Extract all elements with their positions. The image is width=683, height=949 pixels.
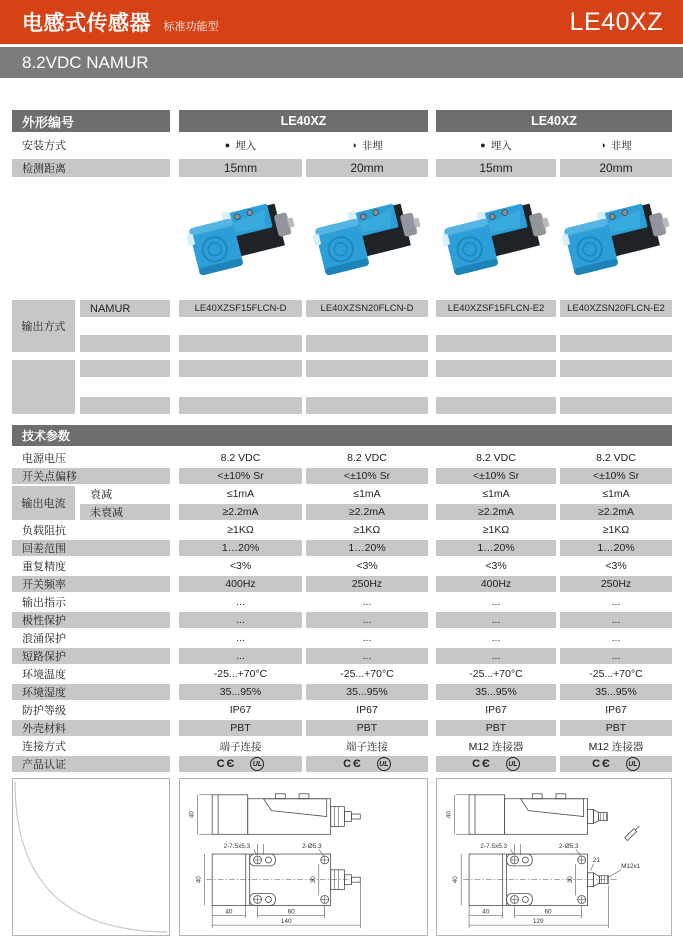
param-value: -25...+70°C: [469, 668, 523, 680]
param-value: ≥1KΩ: [227, 524, 254, 536]
page-subtitle: 标准功能型: [163, 21, 219, 33]
svg-text:30: 30: [566, 876, 574, 884]
distance-value: 20mm: [306, 159, 428, 177]
svg-text:40: 40: [195, 876, 203, 884]
param-value: ...: [362, 632, 372, 644]
param-value: ...: [560, 648, 672, 664]
empty-cell: [179, 335, 302, 352]
output-mode-block: [12, 299, 672, 353]
corner-decoration-box: [12, 778, 170, 936]
param-value: 400Hz: [436, 576, 556, 592]
param-value: ≤1mA: [353, 488, 381, 500]
output-mode-label: 输出方式: [12, 300, 75, 352]
param-value: 35...95%: [179, 684, 302, 700]
param-label: 回差范围: [12, 540, 170, 556]
param-value: -25...+70°C: [340, 668, 394, 680]
product-photo-cell: [179, 178, 302, 296]
empty-cell: [179, 397, 302, 414]
mounting-value: [560, 133, 672, 157]
svg-text:60: 60: [287, 908, 295, 916]
distance-value: 15mm: [179, 159, 302, 177]
param-value: 35...95%: [436, 684, 556, 700]
svg-text:M12x1: M12x1: [621, 862, 641, 870]
page-header: [0, 0, 683, 44]
param-value: ≥1KΩ: [482, 524, 510, 536]
mounting-value: [179, 133, 302, 157]
param-value: ...: [179, 648, 302, 664]
svg-text:40: 40: [482, 908, 490, 916]
flush-icon: ●: [480, 140, 486, 150]
param-value: 1…20%: [560, 540, 672, 556]
param-value: ≥1KΩ: [353, 524, 381, 536]
mounting-value: [306, 133, 428, 157]
non-flush-icon: ◑: [351, 140, 357, 150]
param-value: ≥2.2mA: [306, 504, 428, 520]
param-label: 外壳材料: [12, 720, 170, 736]
output-type-label: NAMUR: [80, 300, 170, 317]
param-value: PBT: [306, 720, 428, 736]
param-value: ≥1KΩ: [602, 524, 630, 536]
drawing-row: [12, 778, 672, 936]
param-value: PBT: [436, 720, 556, 736]
model-number: LE40XZSF15FLCN-E2: [436, 300, 556, 317]
corner-curve: [13, 779, 169, 935]
param-value: IP67: [229, 704, 252, 716]
dimension-drawing-terminal: [179, 778, 428, 936]
param-value: <3%: [605, 560, 627, 572]
empty-cell: [560, 335, 672, 352]
mounting-text: 埋入: [490, 139, 512, 152]
empty-cell: [560, 360, 672, 377]
param-label: 开关点偏移: [12, 468, 170, 484]
series-bar: [0, 47, 683, 78]
svg-text:40: 40: [225, 908, 233, 916]
svg-text:2-7.5x5.3: 2-7.5x5.3: [480, 843, 508, 851]
param-label: 重复精度: [22, 561, 66, 573]
param-value: 端子连接: [346, 740, 388, 753]
param-value: <3%: [356, 560, 378, 572]
group-header-2: LE40XZ: [436, 110, 672, 132]
empty-cell: [80, 360, 170, 377]
param-value: 8.2 VDC: [596, 452, 636, 464]
param-label: 极性保护: [12, 612, 170, 628]
param-label: 产品认证: [12, 756, 170, 772]
param-label: 开关频率: [12, 576, 170, 592]
empty-label-cell: [12, 360, 75, 414]
param-value: ...: [436, 648, 556, 664]
tech-section-header: 技术参数: [12, 425, 672, 446]
empty-cell: [80, 335, 170, 352]
param-value: ...: [236, 596, 245, 608]
model-number: LE40XZSN20FLCN-E2: [560, 300, 672, 317]
title-group: [22, 7, 218, 37]
model-number: LE40XZSN20FLCN-D: [306, 300, 428, 317]
param-label: 输出指示: [22, 597, 66, 609]
param-label: 电源电压: [22, 453, 66, 465]
param-value: 8.2 VDC: [347, 452, 387, 464]
param-value: 250Hz: [560, 576, 672, 592]
distance-value: 20mm: [560, 159, 672, 177]
empty-cell: [436, 335, 556, 352]
empty-cell: [306, 397, 428, 414]
param-value: IP67: [356, 704, 378, 716]
param-value: <±10% Sr: [436, 468, 556, 484]
product-photo-cell: [560, 178, 672, 296]
param-value: ≤1mA: [482, 488, 510, 500]
content: [0, 110, 683, 936]
param-value: <±10% Sr: [306, 468, 428, 484]
flush-icon: ●: [224, 140, 231, 150]
param-label: 环境湿度: [12, 684, 170, 700]
ce-icon: CЄ: [472, 758, 492, 770]
empty-cell: [179, 360, 302, 377]
svg-text:2-Ø5.3: 2-Ø5.3: [559, 843, 579, 851]
sensor-photo: [311, 182, 423, 292]
param-value: ...: [560, 612, 672, 628]
param-value: 1…20%: [436, 540, 556, 556]
param-value: IP67: [605, 704, 627, 716]
param-value: ...: [362, 596, 372, 608]
svg-text:129: 129: [532, 918, 544, 926]
param-label: 负载阻抗: [22, 525, 66, 537]
sensor-photo: [185, 182, 297, 292]
param-value: <±10% Sr: [179, 468, 302, 484]
tech-table: [12, 449, 672, 773]
param-value: ≥2.2mA: [560, 504, 672, 520]
param-value: PBT: [560, 720, 672, 736]
param-value: ≥2.2mA: [179, 504, 302, 520]
ul-icon: UL: [377, 757, 391, 771]
svg-text:2-Ø5.3: 2-Ø5.3: [302, 843, 322, 851]
param-value: 35...95%: [560, 684, 672, 700]
svg-text:2-7.5x5.3: 2-7.5x5.3: [223, 843, 251, 851]
cert-cell: [560, 756, 672, 772]
svg-text:40: 40: [452, 876, 460, 884]
param-value: ≤1mA: [226, 488, 255, 500]
param-value: ...: [611, 596, 621, 608]
param-value: ≥2.2mA: [436, 504, 556, 520]
svg-text:40: 40: [188, 810, 196, 819]
empty-cell: [560, 397, 672, 414]
param-value: PBT: [179, 720, 302, 736]
param-value: IP67: [485, 704, 507, 716]
cert-cell: [179, 756, 302, 772]
param-sublabel: 未衰减: [80, 504, 170, 520]
svg-text:40: 40: [445, 810, 453, 819]
param-value: M12 连接器: [588, 740, 644, 753]
svg-text:140: 140: [280, 918, 292, 926]
series-label: 8.2VDC NAMUR: [22, 52, 149, 72]
param-label: 输出电流: [12, 486, 75, 520]
distance-label: 检测距离: [12, 159, 170, 177]
distance-value: 15mm: [436, 159, 556, 177]
ul-icon: UL: [250, 757, 264, 771]
mounting-text: 非埋: [610, 139, 632, 152]
param-value: ...: [236, 632, 245, 644]
screw-icon: [625, 825, 641, 841]
empty-cell: [306, 360, 428, 377]
non-flush-icon: ◑: [600, 140, 606, 150]
svg-text:30: 30: [309, 876, 317, 884]
dimension-drawing-m12: [436, 778, 672, 936]
ce-icon: CЄ: [592, 758, 612, 770]
param-value: <3%: [229, 560, 252, 572]
ul-icon: UL: [506, 757, 520, 771]
param-value: M12 连接器: [468, 740, 524, 753]
cert-cell: [436, 756, 556, 772]
param-value: ...: [306, 612, 428, 628]
mounting-text: 非埋: [361, 139, 383, 152]
param-label: 短路保护: [12, 648, 170, 664]
ce-icon: CЄ: [343, 758, 363, 770]
param-value: -25...+70°C: [589, 668, 643, 680]
param-value: ≤1mA: [602, 488, 630, 500]
group-header-1: LE40XZ: [179, 110, 428, 132]
page-title: 电感式传感器: [22, 12, 151, 35]
shape-header-label: 外形编号: [12, 110, 170, 132]
model-number: LE40XZSF15FLCN-D: [179, 300, 302, 317]
svg-text:60: 60: [544, 908, 552, 916]
mounting-label: 安装方式: [22, 140, 66, 152]
param-value: -25...+70°C: [213, 668, 268, 680]
product-photo-cell: [436, 178, 556, 296]
mounting-text: 埋入: [235, 139, 257, 152]
param-value: ...: [611, 632, 621, 644]
mounting-value: [436, 133, 556, 157]
sensor-photo: [440, 182, 552, 292]
param-value: 1…20%: [306, 540, 428, 556]
param-value: ...: [491, 596, 501, 608]
param-value: ...: [491, 632, 501, 644]
ul-icon: UL: [626, 757, 640, 771]
empty-cell: [80, 397, 170, 414]
param-value: 8.2 VDC: [220, 452, 261, 464]
param-label: 连接方式: [22, 741, 66, 753]
param-value: 1…20%: [179, 540, 302, 556]
param-value: <±10% Sr: [560, 468, 672, 484]
param-value: 端子连接: [219, 740, 262, 753]
empty-cell: [436, 360, 556, 377]
output-mode-block-2: [12, 359, 672, 415]
param-sublabel: 衰减: [90, 489, 112, 501]
param-value: ...: [436, 612, 556, 628]
svg-text:21: 21: [592, 856, 601, 864]
model-code: LE40XZ: [569, 7, 663, 36]
param-label: 防护等级: [22, 705, 66, 717]
empty-cell: [436, 397, 556, 414]
param-value: 400Hz: [179, 576, 302, 592]
param-value: ...: [306, 648, 428, 664]
param-value: 8.2 VDC: [476, 452, 516, 464]
param-label: 环境温度: [22, 669, 66, 681]
param-value: 35...95%: [306, 684, 428, 700]
shape-table: [12, 110, 672, 296]
param-label: 浪涌保护: [22, 633, 66, 645]
ce-icon: CЄ: [216, 758, 237, 770]
empty-cell: [306, 335, 428, 352]
sensor-photo: [560, 182, 672, 292]
product-photo-cell: [306, 178, 428, 296]
param-value: <3%: [485, 560, 507, 572]
cert-cell: [306, 756, 428, 772]
param-value: ...: [179, 612, 302, 628]
param-value: 250Hz: [306, 576, 428, 592]
